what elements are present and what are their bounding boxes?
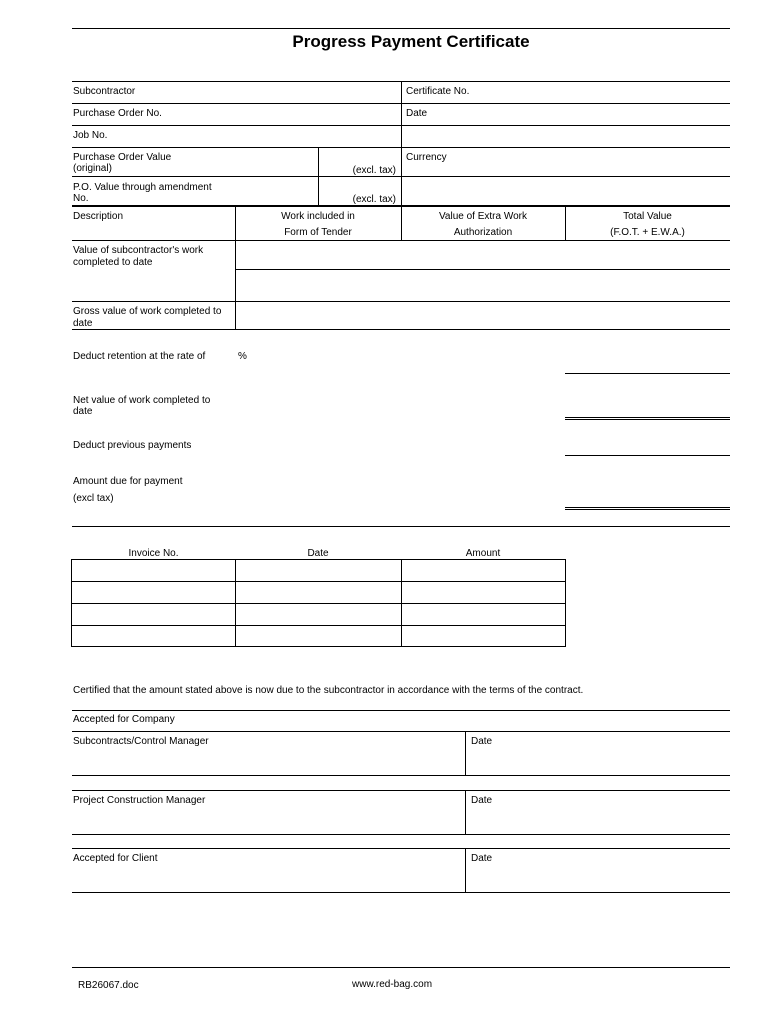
date-label: Date: [471, 853, 493, 864]
divider: [465, 731, 466, 775]
footer-doc-name: RB26067.doc: [78, 980, 139, 991]
divider: [235, 205, 236, 329]
date-label: Date: [471, 736, 493, 747]
rule: [72, 848, 730, 849]
rule: [72, 329, 730, 330]
amount-due-label: Amount due for payment: [73, 476, 183, 487]
rule: [72, 834, 730, 835]
table-row: [71, 625, 566, 626]
project-manager-label: Project Construction Manager: [73, 795, 206, 806]
invoice-amount-header: Amount: [465, 548, 501, 559]
table-row: [71, 603, 566, 604]
net-value-label: date: [73, 406, 93, 417]
po-amendment-no-label: No.: [73, 193, 89, 204]
date-label: Date: [406, 108, 428, 119]
invoice-date-header: Date: [307, 548, 329, 559]
extra-work-header: Value of Extra Work: [439, 211, 527, 222]
purchase-order-no-label: Purchase Order No.: [73, 108, 162, 119]
footer-rule: [72, 967, 730, 968]
section-rule: [72, 526, 730, 527]
po-value-original-label: (original): [73, 163, 112, 174]
job-no-label: Job No.: [73, 130, 108, 141]
rule: [72, 710, 730, 711]
rule: [72, 892, 730, 893]
certificate-no-label: Certificate No.: [406, 86, 470, 97]
gross-value-label: date: [73, 318, 93, 329]
form-of-tender-header: Work included in: [281, 211, 355, 222]
certification-text: Certified that the amount stated above is now due to the subcontractor in accordance with the terms of the contract.: [73, 685, 584, 696]
po-amendment-label: P.O. Value through amendment: [73, 182, 212, 193]
footer-website[interactable]: www.red-bag.com: [352, 979, 433, 990]
gross-value-label: Gross value of work completed to: [73, 306, 222, 317]
total-value-header: Total Value: [623, 211, 672, 222]
rule: [72, 301, 730, 302]
table-divider: [401, 559, 402, 647]
currency-label: Currency: [406, 152, 447, 163]
rule: [72, 790, 730, 791]
rule: [72, 240, 730, 241]
work-completed-label: Value of subcontractor's work: [73, 245, 204, 256]
retention-label: Deduct retention at the rate of: [73, 351, 206, 362]
accepted-client-label: Accepted for Client: [73, 853, 158, 864]
retention-value-line[interactable]: [565, 373, 730, 374]
net-value-line[interactable]: [565, 417, 730, 420]
divider: [465, 848, 466, 892]
amount-due-line[interactable]: [565, 507, 730, 510]
rule: [235, 269, 730, 270]
work-completed-label: completed to date: [73, 257, 153, 268]
top-rule: [72, 28, 730, 29]
rule: [72, 775, 730, 776]
form-of-tender-header: Form of Tender: [284, 227, 352, 238]
subcontractor-label: Subcontractor: [73, 86, 136, 97]
percent-symbol: %: [238, 351, 247, 362]
net-value-label: Net value of work completed to: [73, 395, 211, 406]
previous-payments-label: Deduct previous payments: [73, 440, 192, 451]
rule: [72, 731, 730, 732]
table-row: [71, 581, 566, 582]
invoice-no-header: Invoice No.: [128, 548, 179, 559]
amount-due-tax-label: (excl tax): [73, 493, 114, 504]
accepted-company-label: Accepted for Company: [73, 714, 175, 725]
date-label: Date: [471, 795, 493, 806]
previous-payments-line[interactable]: [565, 455, 730, 456]
total-value-header: (F.O.T. + E.W.A.): [610, 227, 685, 238]
divider: [401, 81, 402, 205]
excl-tax-label: (excl. tax): [352, 165, 396, 176]
description-header: Description: [73, 211, 124, 222]
excl-tax-label: (excl. tax): [352, 194, 396, 205]
subcontracts-manager-label: Subcontracts/Control Manager: [73, 736, 209, 747]
divider: [465, 790, 466, 834]
table-divider: [235, 559, 236, 647]
page-title: Progress Payment Certificate: [292, 32, 530, 51]
po-value-label: Purchase Order Value: [73, 152, 172, 163]
extra-work-header: Authorization: [453, 227, 513, 238]
